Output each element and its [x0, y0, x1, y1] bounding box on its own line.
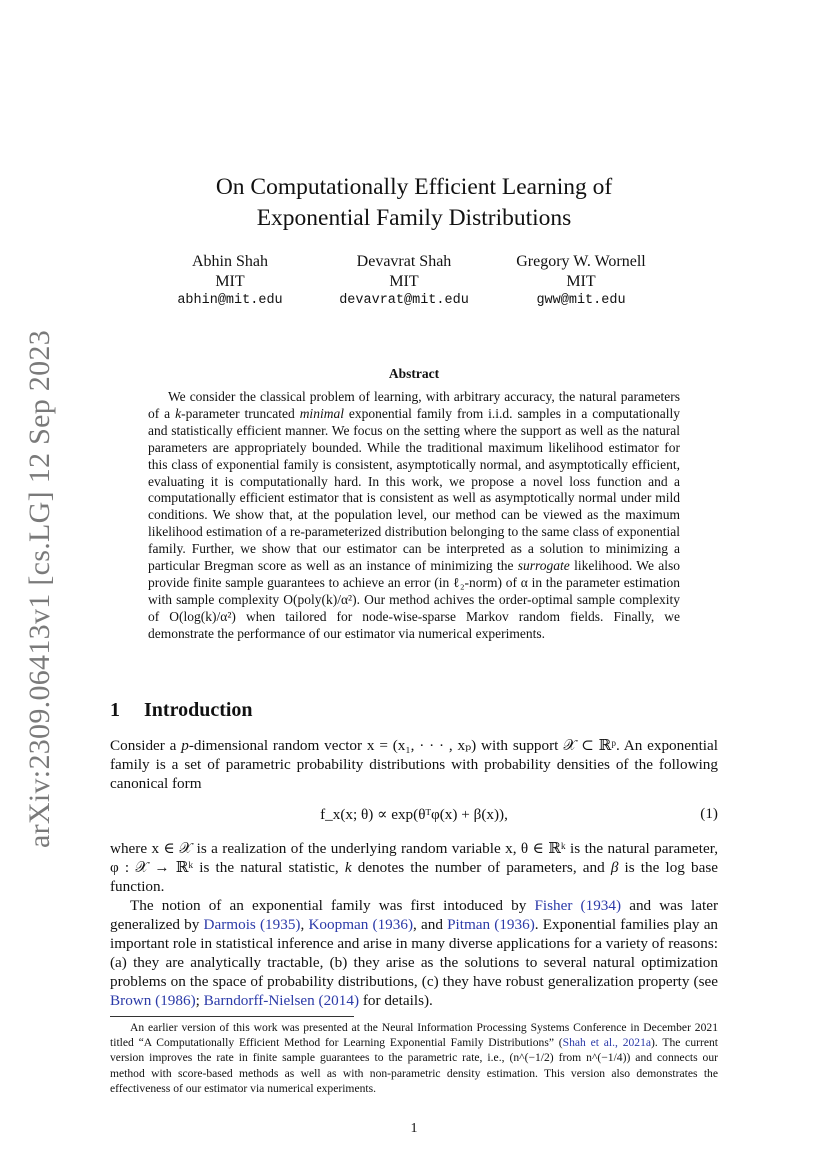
author-name: Abhin Shah: [192, 253, 268, 270]
author-email[interactable]: abhin@mit.edu: [177, 293, 283, 308]
abstract-text: We consider the classical problem of learning, with arbitrary accuracy, the natural parameters of a k-parameter truncated minimal exponential family from i.i.d. samples in a computationally and statistically efficient manner. We focus on the setting where the support as well as the natural parameters are appropriately bounded. While the traditional maximum likelihood estimator for this class of exponential family is consistent, asymptotically normal, and asymptotically efficient, evaluating it is computationally hard. In this work, we propose a novel loss function and a computationally efficient estimator that is consistent as well as asymptotically normal under mild conditions. We show that, at the population level, our method can be viewed as the maximum likelihood estimation of a re-parameterized distribution belonging to the same class of exponential family. Further, we show that our estimator can be interpreted as a solution to minimizing a particular Bregman score as well as an instance of minimizing the surrogate likelihood. We also provide finite sample guarantees to achieve an error (in ℓ₂-norm) of α in the parameter estimation with sample complexity O(poly(k)/α²). Our method achives the order-optimal sample complexity of O(log(k)/α²) when tailored for node-wise-sparse Markov random fields. Finally, we demonstrate the performance of our estimator via numerical experiments.: [148, 389, 680, 641]
author-name: Devavrat Shah: [356, 253, 452, 270]
intro-paragraph-3: The notion of an exponential family was first intoduced by Fisher (1934) and was later generalized by Darmois (1935), Koopman (1936), and Pitman (1936). Exponential families play an important role in statistical inference and arise in many diverse applications for a variety of reasons: (a) they are analytically tractable, (b) they arise as the solutions to several natural optimization problems on the space of probability distributions, (c) they have robust generalization property (see Brown (1986); Barndorff-Nielsen (2014) for details).: [110, 897, 719, 1009]
citation-link[interactable]: Shah et al., 2021a: [562, 1036, 652, 1050]
author-name: Gregory W. Wornell: [516, 253, 646, 270]
arxiv-identifier-stamp: arXiv:2309.06413v1 [cs.LG] 12 Sep 2023: [23, 329, 56, 848]
citation-link[interactable]: Barndorff-Nielsen (2014): [203, 992, 360, 1009]
intro-paragraph-1: Consider a p-dimensional random vector x = (x₁, · · · , xₚ) with support 𝒳 ⊂ ℝᵖ. An exponential family is a set of parametric probability distributions with probability densities of the following canonical form: [110, 737, 718, 792]
section-number: 1: [110, 699, 120, 721]
citation-link[interactable]: Darmois (1935): [203, 916, 301, 933]
section-title: Introduction: [144, 699, 253, 721]
citation-link[interactable]: Brown (1986): [110, 992, 196, 1009]
citation-link[interactable]: Koopman (1936): [308, 916, 414, 933]
author-block-3: [498, 252, 664, 311]
equation-number: (1): [700, 805, 718, 822]
paper-title: [110, 172, 718, 234]
equation-body: f_x(x; θ) ∝ exp(θᵀφ(x) + β(x)),: [320, 806, 508, 823]
author-affiliation: MIT: [566, 272, 596, 290]
author-email[interactable]: devavrat@mit.edu: [339, 293, 469, 308]
author-email[interactable]: gww@mit.edu: [536, 293, 626, 308]
equation-1: [110, 803, 718, 827]
section-heading-introduction: [110, 698, 510, 722]
author-affiliation: MIT: [215, 272, 245, 290]
author-affiliation: MIT: [389, 272, 419, 290]
page-number: 1: [410, 1121, 418, 1136]
footnote-rule: [110, 1016, 354, 1017]
abstract-heading: Abstract: [388, 366, 440, 381]
footnote: An earlier version of this work was presented at the Neural Information Processing Systems Conference in December 2021 titled “A Computationally Efficient Method for Learning Exponential Family Distributions” (Shah et al., 2021a). The current version improves the rate in finite sample guarantees to the parametric rate, i.e., (n^(−1/2) from n^(−1/4)) and connects our method with score-based methods as well as with non-parametric density estimation. This version also demonstrates the effectiveness of our estimator via numerical experiments.: [110, 1021, 719, 1095]
author-block-1: [160, 252, 300, 311]
title-line-2: Exponential Family Distributions: [256, 205, 572, 231]
citation-link[interactable]: Pitman (1936): [447, 916, 535, 933]
intro-paragraph-2: where x ∈ 𝒳 is a realization of the underlying random variable x, θ ∈ ℝᵏ is the natural parameter, φ : 𝒳 → ℝᵏ is the natural statistic, k denotes the number of parameters, and β is the log base function.: [110, 840, 718, 895]
title-line-1: On Computationally Efficient Learning of: [215, 174, 613, 200]
author-block-2: [324, 252, 484, 311]
citation-link[interactable]: Fisher (1934): [534, 897, 622, 914]
